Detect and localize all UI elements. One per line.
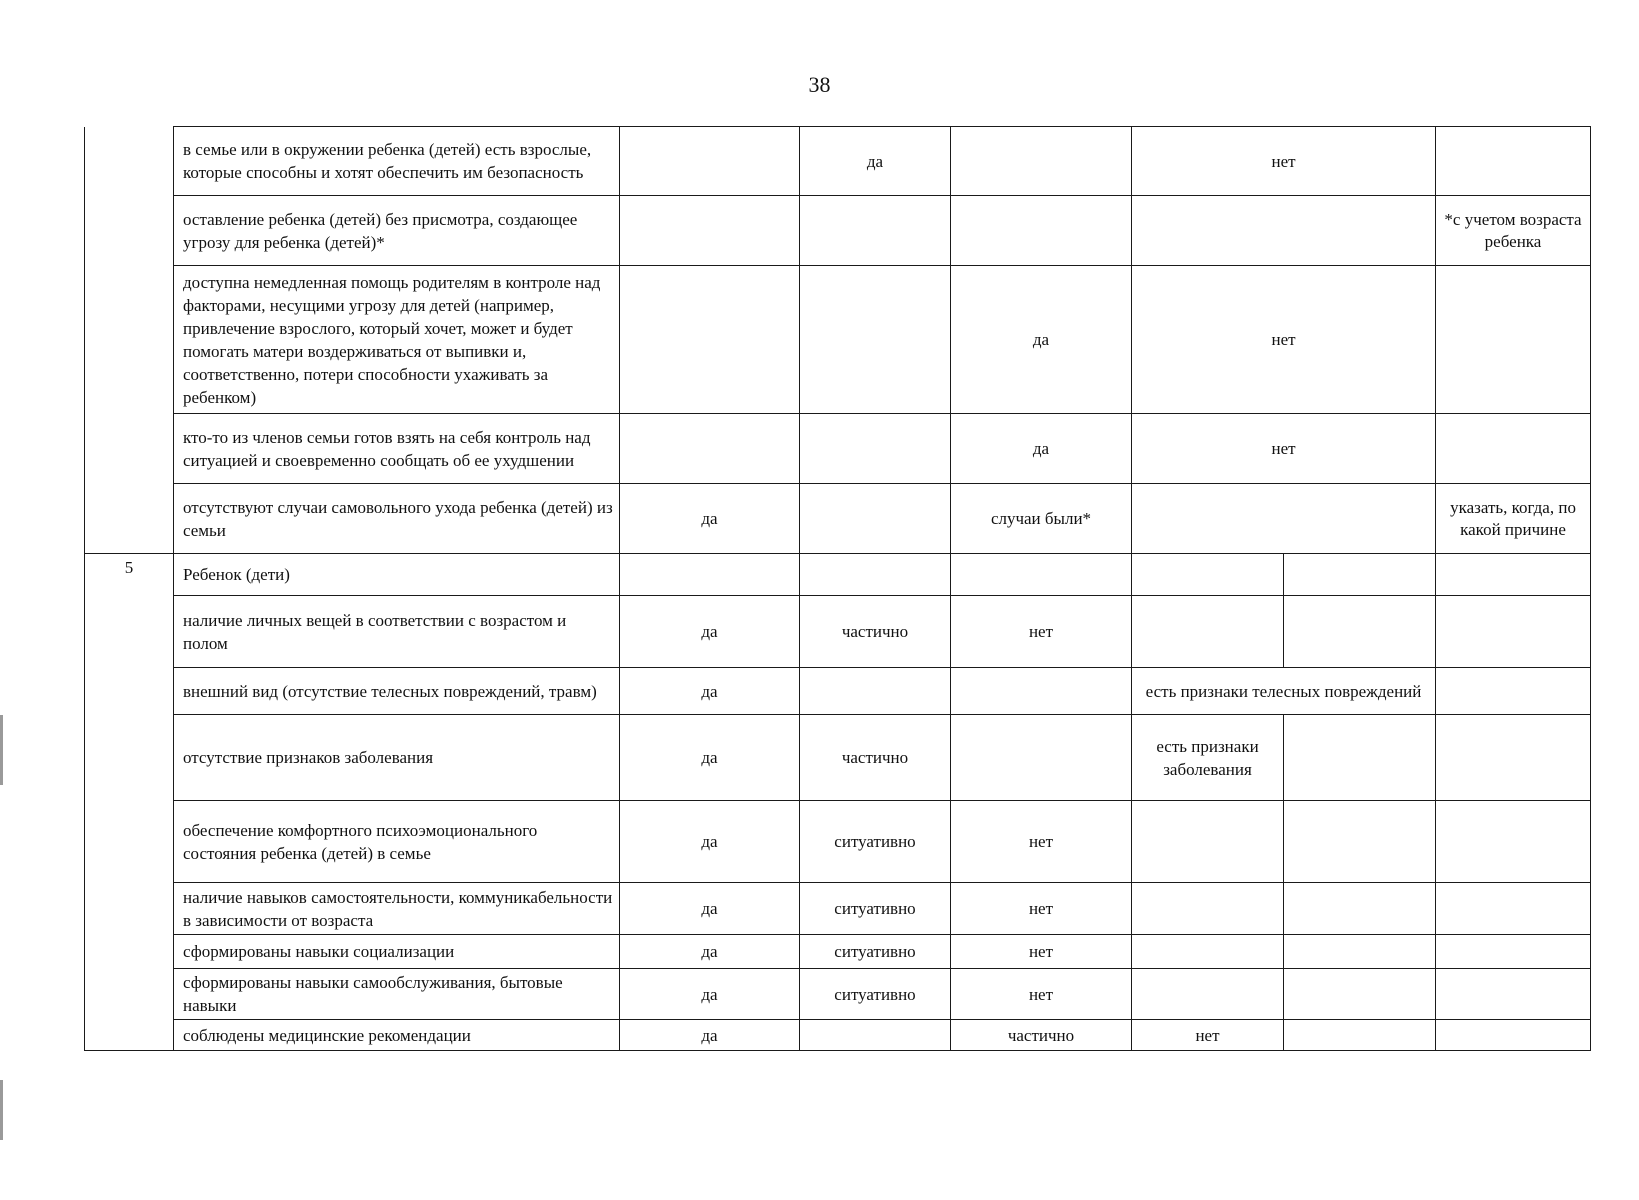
value-cell bbox=[951, 715, 1132, 801]
note-cell bbox=[1436, 554, 1591, 596]
value-cell: нет bbox=[951, 969, 1132, 1020]
criterion-cell: наличие личных вещей в соответствии с возрастом и полом bbox=[174, 596, 620, 668]
value-cell: ситуативно bbox=[800, 801, 951, 883]
value-cell: частично bbox=[951, 1020, 1132, 1051]
value-cell bbox=[1284, 801, 1436, 883]
criterion-cell: сформированы навыки социализации bbox=[174, 935, 620, 969]
value-cell: да bbox=[620, 715, 800, 801]
note-cell bbox=[1436, 715, 1591, 801]
value-cell: нет bbox=[1132, 414, 1436, 484]
value-cell bbox=[800, 1020, 951, 1051]
value-cell: нет bbox=[951, 596, 1132, 668]
criterion-cell: в семье или в окружении ребенка (детей) есть взрослые, которые способны и хотят обеспечить им безопасность bbox=[174, 127, 620, 196]
value-cell: да bbox=[620, 596, 800, 668]
value-cell bbox=[800, 554, 951, 596]
value-cell: да bbox=[620, 969, 800, 1020]
section-number-cell bbox=[85, 484, 174, 554]
note-cell bbox=[1436, 596, 1591, 668]
table-row bbox=[85, 883, 1591, 935]
value-cell bbox=[1132, 935, 1284, 969]
value-cell: да bbox=[951, 414, 1132, 484]
value-cell bbox=[1132, 484, 1436, 554]
value-cell bbox=[800, 484, 951, 554]
value-cell: да bbox=[951, 266, 1132, 414]
table-row bbox=[85, 484, 1591, 554]
value-cell bbox=[620, 266, 800, 414]
section-number-cell bbox=[85, 969, 174, 1020]
section-number-cell bbox=[85, 935, 174, 969]
section-number-cell bbox=[85, 883, 174, 935]
note-cell bbox=[1436, 1020, 1591, 1051]
section-number-cell bbox=[85, 127, 174, 196]
value-cell bbox=[1284, 596, 1436, 668]
value-cell bbox=[951, 196, 1132, 266]
value-cell bbox=[800, 196, 951, 266]
criterion-cell: доступна немедленная помощь родителям в контроле над факторами, несущими угрозу для детей (например, привлечение взрослого, который хочет, может и будет помогать матери воздерживаться от выпивки и, соответственно, потери способности ухаживать за ребенком) bbox=[174, 266, 620, 414]
criterion-cell: внешний вид (отсутствие телесных повреждений, травм) bbox=[174, 668, 620, 715]
section-number-cell bbox=[85, 715, 174, 801]
table-row bbox=[85, 969, 1591, 1020]
section-number-cell bbox=[85, 596, 174, 668]
note-cell bbox=[1436, 668, 1591, 715]
section-number-cell: 5 bbox=[85, 554, 174, 596]
value-cell bbox=[800, 668, 951, 715]
note-cell bbox=[1436, 883, 1591, 935]
value-cell: да bbox=[620, 1020, 800, 1051]
value-cell: есть признаки заболевания bbox=[1132, 715, 1284, 801]
section-number-cell bbox=[85, 668, 174, 715]
table-row bbox=[85, 1020, 1591, 1051]
table-row bbox=[85, 935, 1591, 969]
value-cell: нет bbox=[1132, 1020, 1284, 1051]
criterion-cell: отсутствие признаков заболевания bbox=[174, 715, 620, 801]
value-cell: нет bbox=[951, 801, 1132, 883]
value-cell: частично bbox=[800, 596, 951, 668]
value-cell bbox=[951, 127, 1132, 196]
value-cell: нет bbox=[951, 935, 1132, 969]
value-cell: нет bbox=[951, 883, 1132, 935]
value-cell: да bbox=[620, 668, 800, 715]
note-cell bbox=[1436, 969, 1591, 1020]
value-cell bbox=[1132, 596, 1284, 668]
value-cell: ситуативно bbox=[800, 883, 951, 935]
value-cell bbox=[1284, 935, 1436, 969]
value-cell bbox=[620, 414, 800, 484]
value-cell bbox=[1284, 1020, 1436, 1051]
value-cell bbox=[620, 127, 800, 196]
value-cell bbox=[1284, 969, 1436, 1020]
table-row bbox=[85, 715, 1591, 801]
criterion-cell: оставление ребенка (детей) без присмотра, создающее угрозу для ребенка (детей)* bbox=[174, 196, 620, 266]
value-cell bbox=[1284, 883, 1436, 935]
value-cell: нет bbox=[1132, 127, 1436, 196]
note-cell bbox=[1436, 266, 1591, 414]
table-row bbox=[85, 196, 1591, 266]
table-row bbox=[85, 801, 1591, 883]
value-cell: да bbox=[620, 883, 800, 935]
table-row bbox=[85, 266, 1591, 414]
section-number-cell bbox=[85, 196, 174, 266]
value-cell bbox=[1132, 801, 1284, 883]
value-cell bbox=[620, 554, 800, 596]
table-row bbox=[85, 127, 1591, 196]
table-row bbox=[85, 414, 1591, 484]
criterion-cell: кто-то из членов семьи готов взять на себя контроль над ситуацией и своевременно сообщать об ее ухудшении bbox=[174, 414, 620, 484]
section-number-cell bbox=[85, 414, 174, 484]
value-cell: да bbox=[620, 801, 800, 883]
criterion-cell: отсутствуют случаи самовольного ухода ребенка (детей) из семьи bbox=[174, 484, 620, 554]
value-cell bbox=[800, 266, 951, 414]
assessment-table bbox=[84, 126, 1591, 1051]
value-cell bbox=[620, 196, 800, 266]
value-cell bbox=[1132, 196, 1436, 266]
value-cell bbox=[1284, 554, 1436, 596]
note-cell bbox=[1436, 801, 1591, 883]
scan-edge-mark bbox=[0, 715, 3, 785]
value-cell: случаи были* bbox=[951, 484, 1132, 554]
criterion-cell: наличие навыков самостоятельности, коммуникабельности в зависимости от возраста bbox=[174, 883, 620, 935]
table-row bbox=[85, 554, 1591, 596]
value-cell bbox=[800, 414, 951, 484]
value-cell bbox=[951, 554, 1132, 596]
criterion-cell: Ребенок (дети) bbox=[174, 554, 620, 596]
note-cell bbox=[1436, 127, 1591, 196]
value-cell: частично bbox=[800, 715, 951, 801]
note-cell: *с учетом возраста ребенка bbox=[1436, 196, 1591, 266]
value-cell bbox=[951, 668, 1132, 715]
note-cell: указать, когда, по какой причине bbox=[1436, 484, 1591, 554]
value-cell bbox=[1132, 883, 1284, 935]
criterion-cell: обеспечение комфортного психоэмоционального состояния ребенка (детей) в семье bbox=[174, 801, 620, 883]
value-cell: ситуативно bbox=[800, 935, 951, 969]
page-number: 38 bbox=[808, 72, 831, 97]
value-cell: ситуативно bbox=[800, 969, 951, 1020]
value-cell bbox=[1284, 715, 1436, 801]
table-row bbox=[85, 596, 1591, 668]
table-row bbox=[85, 668, 1591, 715]
criterion-cell: сформированы навыки самообслуживания, бытовые навыки bbox=[174, 969, 620, 1020]
value-cell: да bbox=[800, 127, 951, 196]
note-cell bbox=[1436, 414, 1591, 484]
value-cell: да bbox=[620, 935, 800, 969]
value-cell: да bbox=[620, 484, 800, 554]
section-number-cell bbox=[85, 1020, 174, 1051]
value-cell bbox=[1132, 554, 1284, 596]
note-cell bbox=[1436, 935, 1591, 969]
value-cell: есть признаки телесных повреждений bbox=[1132, 668, 1436, 715]
scan-edge-mark bbox=[0, 1080, 3, 1140]
value-cell bbox=[1132, 969, 1284, 1020]
section-number-cell bbox=[85, 801, 174, 883]
value-cell: нет bbox=[1132, 266, 1436, 414]
section-number-cell bbox=[85, 266, 174, 414]
criterion-cell: соблюдены медицинские рекомендации bbox=[174, 1020, 620, 1051]
